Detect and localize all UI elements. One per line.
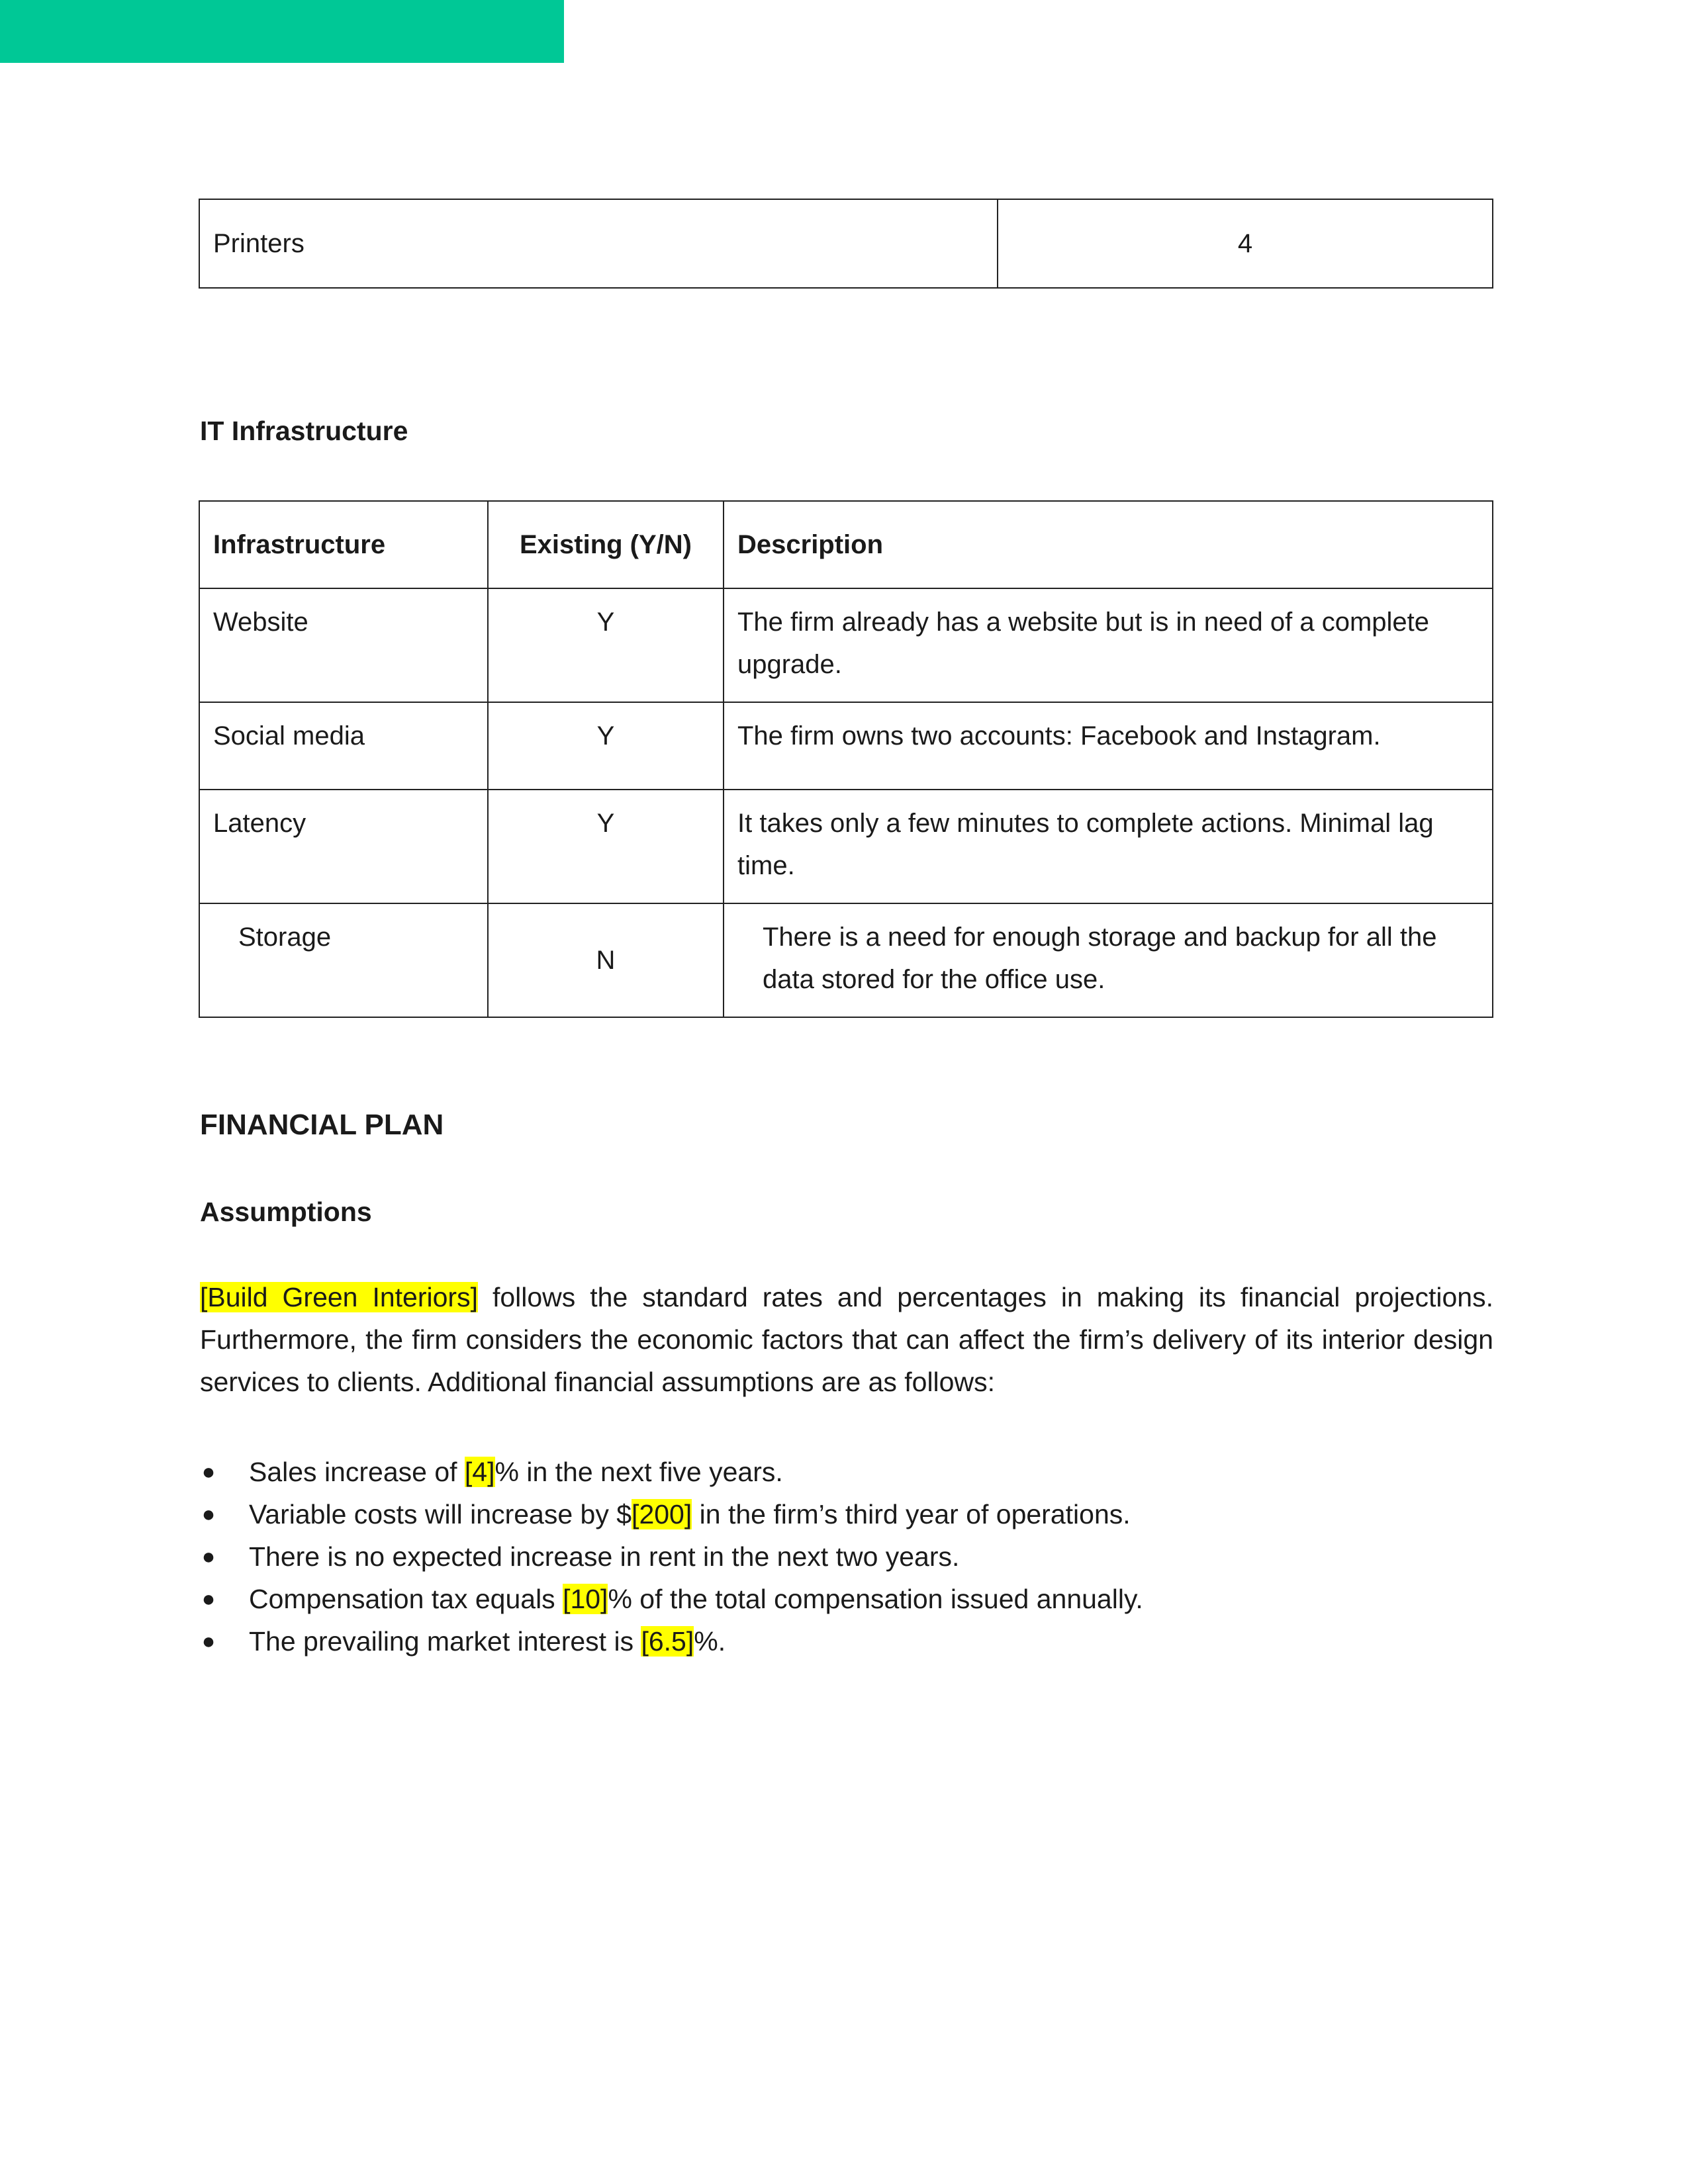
assumptions-subheading: Assumptions <box>200 1197 372 1227</box>
paragraph-text: follows the standard rates and percentages in making its financial projections. Furthermore, the firm considers the economic factors that can affect the firm’s delivery of its interior design services to clients. Additional financial assumptions are as follows: <box>200 1282 1493 1397</box>
financial-plan-heading: FINANCIAL PLAN <box>200 1109 444 1141</box>
highlighted-value: [6.5] <box>641 1626 694 1657</box>
company-name-placeholder: [Build Green Interiors] <box>200 1282 478 1312</box>
infrastructure-cell: Website <box>199 588 488 702</box>
table-row <box>199 790 1493 903</box>
existing-cell: Y <box>488 790 724 903</box>
table-header-row <box>199 501 1493 588</box>
existing-cell: N <box>488 903 724 1017</box>
list-item <box>199 1535 1493 1578</box>
bullet-text: in the firm’s third year of operations. <box>692 1499 1131 1529</box>
existing-cell: Y <box>488 702 724 790</box>
description-cell: The firm already has a website but is in need of a complete upgrade. <box>724 588 1493 702</box>
bullet-text: Compensation tax equals <box>249 1584 563 1614</box>
accent-bar <box>0 0 564 63</box>
description-cell: It takes only a few minutes to complete actions. Minimal lag time. <box>724 790 1493 903</box>
table-row <box>199 199 1493 288</box>
assumptions-paragraph <box>200 1276 1493 1403</box>
bullet-text: The prevailing market interest is <box>249 1626 641 1657</box>
bullet-text: % in the next five years. <box>494 1457 783 1487</box>
list-item <box>199 1578 1493 1620</box>
bullet-text: % of the total compensation issued annually. <box>608 1584 1143 1614</box>
assumptions-list <box>199 1451 1493 1662</box>
highlighted-value: [10] <box>563 1584 608 1614</box>
bullet-text: %. <box>694 1626 726 1657</box>
equipment-table <box>199 199 1493 289</box>
description-cell: The firm owns two accounts: Facebook and Instagram. <box>724 702 1493 790</box>
bullet-icon: ● <box>201 1459 216 1484</box>
list-item <box>199 1620 1493 1662</box>
highlighted-value: [200] <box>632 1499 692 1529</box>
list-item <box>199 1493 1493 1535</box>
column-header-infrastructure: Infrastructure <box>199 501 488 588</box>
bullet-text: Variable costs will increase by $ <box>249 1499 632 1529</box>
bullet-icon: ● <box>201 1544 216 1569</box>
infrastructure-cell: Latency <box>199 790 488 903</box>
existing-cell: Y <box>488 588 724 702</box>
bullet-icon: ● <box>201 1586 216 1612</box>
it-infrastructure-heading: IT Infrastructure <box>200 416 408 446</box>
highlighted-value: [4] <box>464 1457 495 1487</box>
it-infrastructure-table <box>199 500 1493 1018</box>
bullet-icon: ● <box>201 1502 216 1527</box>
table-row <box>199 903 1493 1017</box>
list-item <box>199 1451 1493 1493</box>
infrastructure-cell: Storage <box>199 903 488 1017</box>
description-cell: There is a need for enough storage and backup for all the data stored for the office use. <box>724 903 1493 1017</box>
column-header-existing: Existing (Y/N) <box>488 501 724 588</box>
column-header-description: Description <box>724 501 1493 588</box>
bullet-text: Sales increase of <box>249 1457 465 1487</box>
table-row <box>199 702 1493 790</box>
table-row <box>199 588 1493 702</box>
equipment-quantity-cell: 4 <box>998 199 1493 288</box>
bullet-icon: ● <box>201 1629 216 1654</box>
bullet-text: There is no expected increase in rent in the next two years. <box>249 1541 960 1572</box>
equipment-name-cell: Printers <box>199 199 998 288</box>
infrastructure-cell: Social media <box>199 702 488 790</box>
